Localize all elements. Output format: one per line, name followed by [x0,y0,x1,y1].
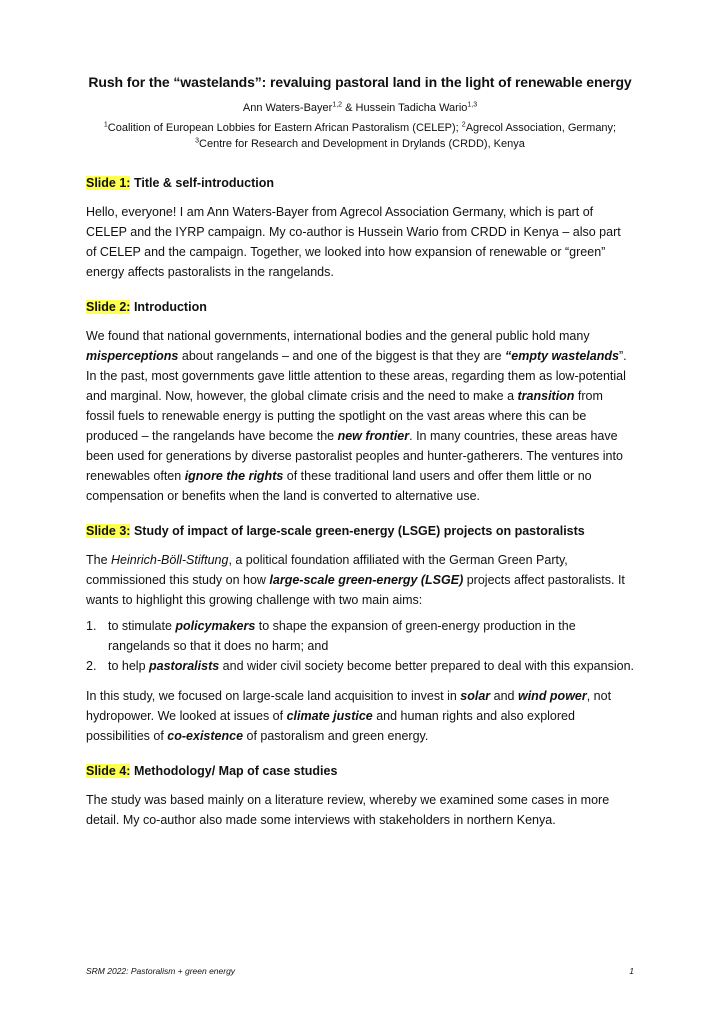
slide-label: Slide 3: [86,524,131,538]
slide-label: Slide 1: [86,176,131,190]
page-content [86,60,634,830]
text-run: ”. In the past, most governments gave little attention to these areas, regarding them as low-potential and marginal. Now, however, the global climate crisis and the need to make a [86,349,627,403]
affil-text: Coalition of European Lobbies for Eastern African Pastoralism (CELEP); [107,122,462,134]
page-footer [86,966,634,976]
affil-text: Centre for Research and Development in Drylands (CRDD), Kenya [199,138,525,150]
emphasis: “empty wastelands [505,349,619,363]
author-line [86,102,634,114]
slide-heading-text: Methodology/ Map of case studies [130,764,338,778]
text-run: and [490,689,518,703]
text-run: We found that national governments, international bodies and the general public hold many [86,329,590,343]
text-run: The [86,553,112,567]
list-item [86,616,634,656]
affil-text: Agrecol Association, Germany; [465,122,617,134]
slide-3-heading [86,522,634,540]
list-number: 1. [86,619,97,633]
author-name: Hussein Tadicha Wario [355,102,468,114]
emphasis: Heinrich-Böll-Stiftung [111,553,229,567]
emphasis: ignore the rights [184,469,284,483]
text-run: In this study, we focused on large-scale land acquisition to invest in [86,689,461,703]
slide-1-heading [86,174,634,192]
author-affil-marker: 1,3 [467,101,478,109]
text-run: to shape the expansion of green-energy production in the rangelands so that it does no harm; and [108,619,576,653]
text-run: from fossil fuels to renewable energy is putting the spotlight on the vast areas where this can be produced – the rangelands have become the [86,389,603,443]
emphasis: climate justice [286,709,373,723]
slide-2-heading [86,298,634,316]
emphasis: transition [517,389,575,403]
text-run: to help [108,659,150,673]
slide-1-paragraph: Hello, everyone! I am Ann Waters-Bayer from Agrecol Association Germany, which is part of CELEP and the IYRP campaign. My co-author is Hussein Wario from CRDD in Kenya – also part of CELEP and the campaign. Together, we looked into how expansion of renewable or “green” energy affects pastoralists in the rangelands. [86,205,621,279]
text-run: to stimulate [108,619,176,633]
text-run: . In many countries, these areas have been used for generations by diverse pastoralist peoples and hunter-gatherers. The ventures into renewables often [86,429,623,483]
affil-number: 2 [461,121,466,129]
emphasis: large-scale green-energy (LSGE) [269,573,464,587]
emphasis: misperceptions [86,349,179,363]
affil-number: 3 [195,137,200,145]
text-run: projects affect pastoralists. It wants to highlight this growing challenge with two main aims: [86,573,625,607]
affiliation-line [86,136,634,152]
slide-4-heading [86,762,634,780]
footer-title: SRM 2022: Pastoralism + green energy [86,966,236,976]
list-number: 2. [86,659,97,673]
text-run: , a political foundation affiliated with the German Green Party, commissioned this study on how [86,553,568,587]
list-item [86,656,634,676]
author-separator: & [342,102,356,114]
text-run: and wider civil society become better prepared to deal with this expansion. [219,659,634,673]
author-affil-marker: 1,2 [332,101,343,109]
slide-label: Slide 4: [86,764,131,778]
slide-label: Slide 2: [86,300,131,314]
emphasis: pastoralists [149,659,220,673]
affiliations [86,120,634,152]
emphasis: wind power [517,689,587,703]
text-run: about rangelands – and one of the biggest is that they are [178,349,506,363]
slide-heading-text: Study of impact of large-scale green-energy (LSGE) projects on pastoralists [130,524,585,538]
text-run: and human rights and also explored possibilities of [86,709,575,743]
slide-heading-text: Title & self-introduction [130,176,274,190]
slide-4-paragraph: The study was based mainly on a literature review, whereby we examined some cases in more detail. My co-author also made some interviews with stakeholders in northern Kenya. [86,793,610,827]
slide-2-paragraph [86,326,634,506]
slide-heading-text: Introduction [130,300,207,314]
affiliation-line [86,120,634,136]
page-number: 1 [629,966,634,976]
text-run: of pastoralism and green energy. [243,729,429,743]
slide-3-paragraph-2 [86,686,634,746]
emphasis: solar [460,689,491,703]
affil-number: 1 [103,121,108,129]
author-name: Ann Waters-Bayer [242,102,333,114]
text-run: , not hydropower. We looked at issues of [86,689,612,723]
aims-list [86,616,634,676]
emphasis: policymakers [175,619,256,633]
slide-3-paragraph-1 [86,550,634,610]
emphasis: co-existence [167,729,244,743]
emphasis: new frontier [337,429,410,443]
document-title: Rush for the “wastelands”: revaluing pastoral land in the light of renewable energy [88,74,632,90]
text-run: of these traditional land users and offer them little or no compensation or benefits when the land is converted to alternative use. [86,469,592,503]
